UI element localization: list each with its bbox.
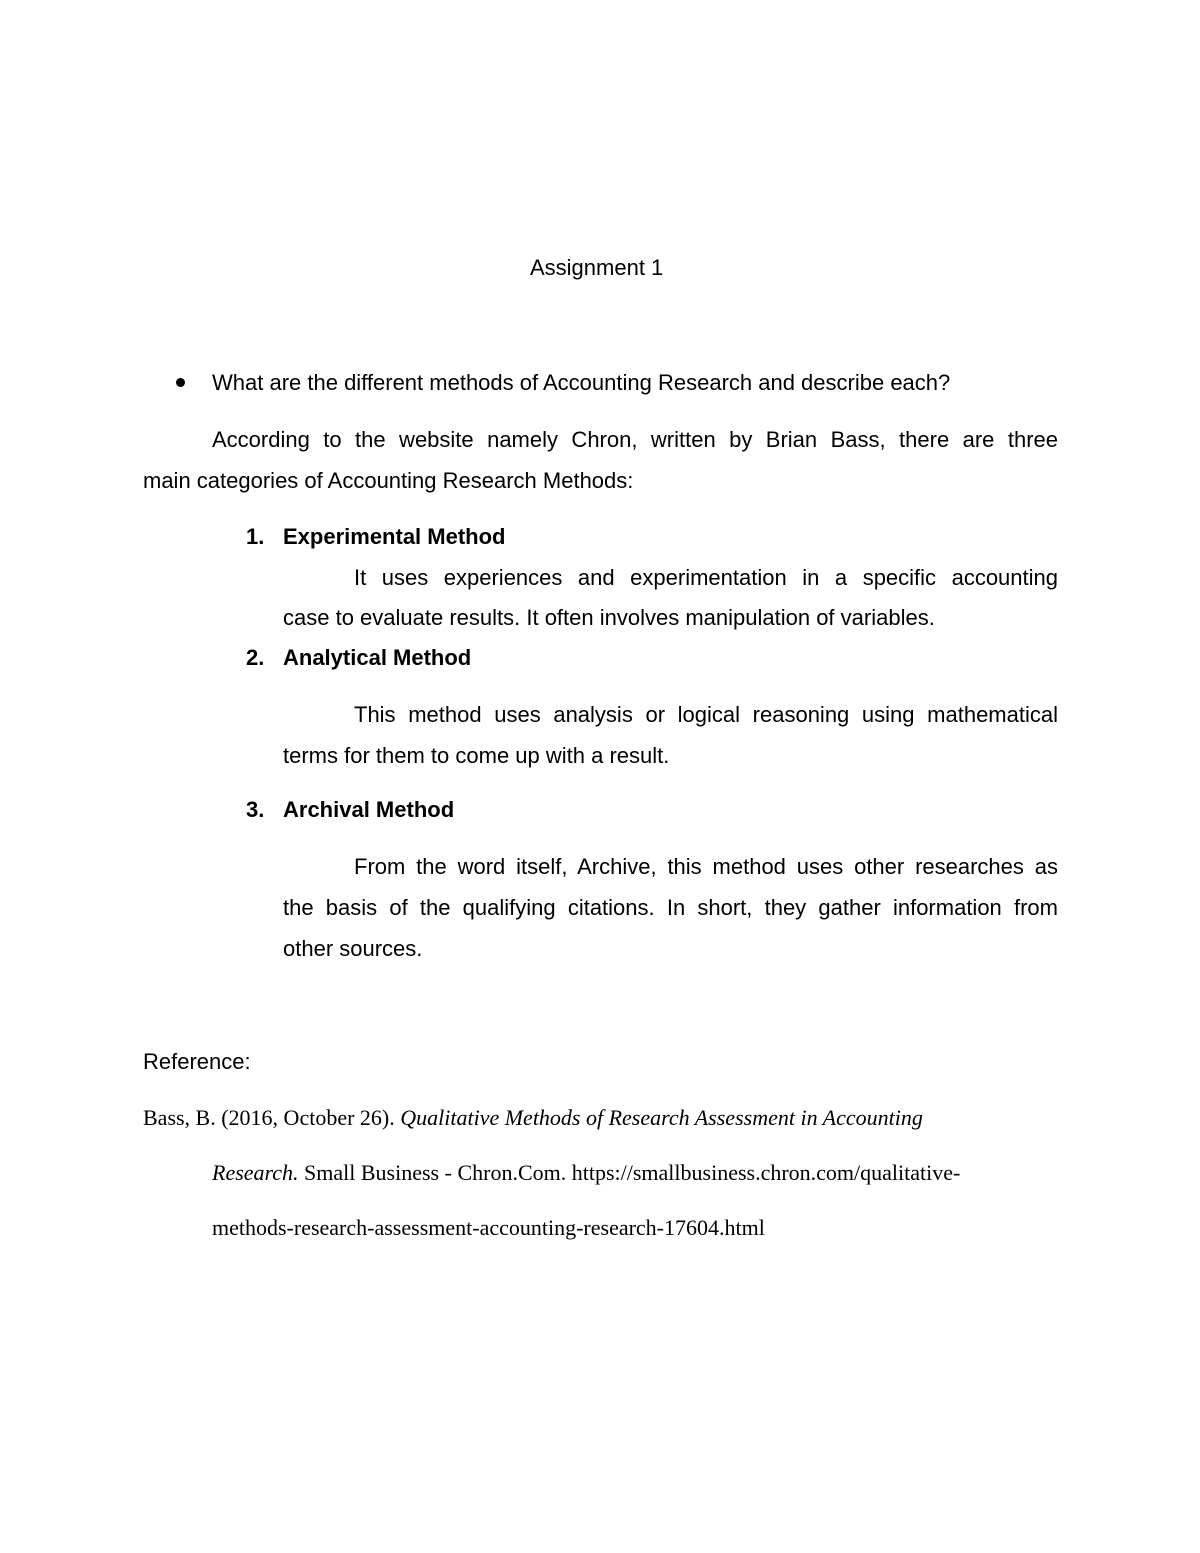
citation-title: Qualitative Methods of Research Assessment in Accounting [400, 1105, 923, 1130]
intro-line-1: According to the website namely Chron, written by Brian Bass, there are three [212, 427, 1058, 452]
citation-line-2 [212, 1159, 960, 1187]
method-heading-experimental: Experimental Method [283, 524, 506, 549]
method-number: 2. [246, 645, 265, 670]
intro-line-2: main categories of Accounting Research Methods: [143, 468, 634, 493]
method-description-line: terms for them to come up with a result. [283, 743, 670, 768]
page-title: Assignment 1 [530, 255, 664, 280]
reference-heading: Reference: [143, 1049, 251, 1074]
question-text: What are the different methods of Accounting Research and describe each? [212, 370, 951, 395]
method-heading-analytical: Analytical Method [283, 645, 472, 670]
citation-publisher-url: Small Business - Chron.Com. https://smallbusiness.chron.com/qualitative- [298, 1160, 961, 1185]
method-description-line: This method uses analysis or logical reasoning using mathematical [354, 702, 1058, 727]
bullet-icon [176, 378, 185, 387]
method-description-line: From the word itself, Archive, this method uses other researches as [354, 854, 1058, 879]
citation-line-3: methods-research-assessment-accounting-research-17604.html [212, 1215, 765, 1240]
method-heading-archival: Archival Method [283, 797, 455, 822]
citation-author-date: Bass, B. (2016, October 26). [143, 1105, 401, 1130]
method-description-line: other sources. [283, 936, 423, 961]
method-description-line: case to evaluate results. It often involves manipulation of variables. [283, 605, 935, 630]
citation-title-continued: Research. [212, 1160, 299, 1185]
method-number: 3. [246, 797, 265, 822]
method-number: 1. [246, 524, 265, 549]
citation-line-1 [143, 1104, 923, 1132]
method-description-line: the basis of the qualifying citations. In short, they gather information from [283, 895, 1058, 920]
method-description-line: It uses experiences and experimentation in a specific accounting [354, 565, 1058, 590]
